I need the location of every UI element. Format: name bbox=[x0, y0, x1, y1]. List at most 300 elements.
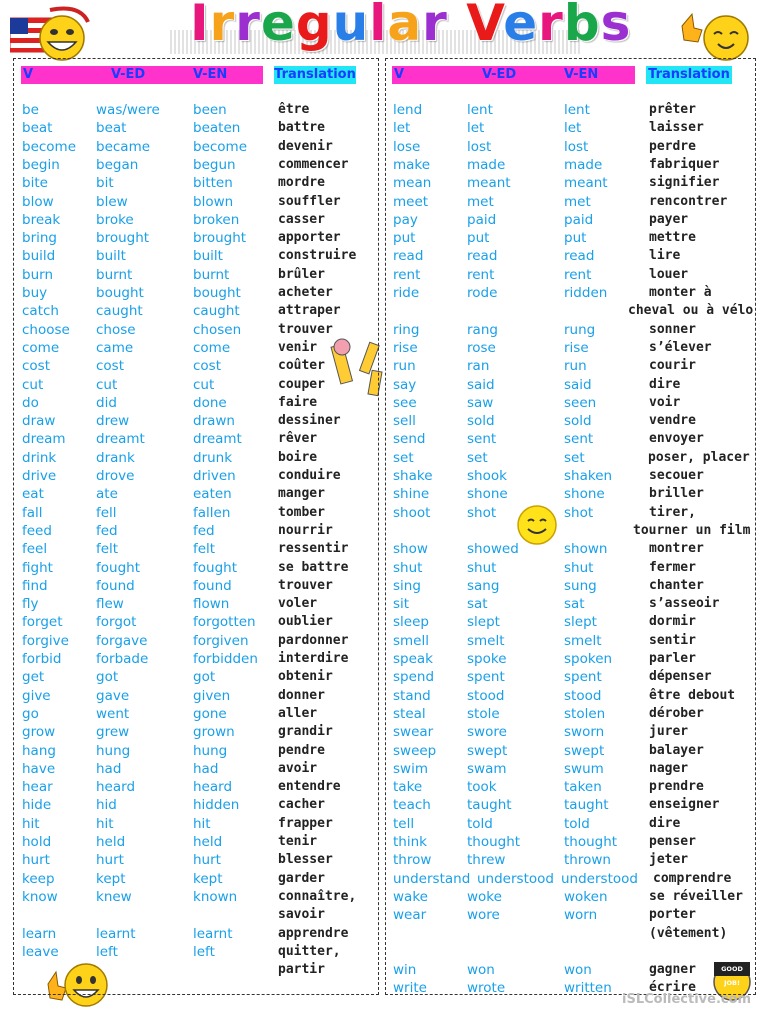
verb-participle: put bbox=[564, 230, 587, 247]
verb-base: win bbox=[393, 962, 417, 979]
verb-translation: tenir bbox=[278, 834, 318, 849]
verb-translation: dérober bbox=[649, 705, 704, 721]
verb-row bbox=[22, 833, 382, 851]
verb-past: lent bbox=[467, 102, 493, 118]
left-header-translation: Translation bbox=[274, 67, 356, 82]
verb-base: sing bbox=[393, 577, 421, 594]
verb-participle: meant bbox=[564, 175, 608, 192]
verb-base: write bbox=[393, 980, 427, 997]
verb-base: cost bbox=[22, 358, 51, 375]
verb-past: did bbox=[96, 394, 117, 411]
verb-translation: grandir bbox=[278, 724, 333, 740]
verb-past: swept bbox=[467, 742, 508, 759]
verb-base: buy bbox=[22, 285, 48, 301]
title-letter: r bbox=[538, 0, 564, 52]
verb-past: rode bbox=[467, 285, 498, 301]
verb-row bbox=[22, 540, 382, 558]
verb-participle: fallen bbox=[193, 504, 231, 521]
verb-participle: blown bbox=[193, 193, 234, 210]
verb-participle: swum bbox=[564, 760, 604, 777]
verb-row bbox=[22, 906, 382, 924]
verb-past: saw bbox=[467, 394, 494, 411]
verb-base: fly bbox=[22, 596, 39, 613]
verb-row bbox=[393, 119, 753, 137]
verb-translation: souffler bbox=[278, 193, 341, 209]
verb-participle: shone bbox=[564, 486, 605, 503]
verb-row bbox=[22, 394, 382, 412]
verb-participle: set bbox=[564, 449, 585, 466]
verb-participle: left bbox=[193, 943, 215, 960]
verb-participle: broken bbox=[193, 211, 240, 228]
thumbs-up-smiley-icon bbox=[676, 8, 756, 63]
verb-past: threw bbox=[467, 852, 506, 869]
verb-base: find bbox=[22, 577, 48, 594]
verb-past: spoke bbox=[467, 651, 507, 667]
verb-participle: swept bbox=[564, 742, 605, 759]
verb-participle: grown bbox=[193, 724, 235, 741]
verb-row bbox=[22, 522, 382, 540]
verb-base: grow bbox=[22, 724, 56, 741]
verb-past: built bbox=[96, 248, 126, 265]
verb-row bbox=[393, 815, 753, 833]
verb-base: hide bbox=[22, 797, 52, 814]
verb-past: was/were bbox=[96, 102, 160, 118]
verb-row bbox=[22, 504, 382, 522]
verb-row bbox=[393, 833, 753, 851]
verb-past: came bbox=[96, 339, 134, 356]
verb-base: hear bbox=[22, 779, 53, 796]
verb-past: hid bbox=[96, 797, 117, 814]
verb-past: blew bbox=[96, 193, 128, 210]
verb-translation: se réveiller bbox=[649, 888, 743, 904]
verb-base: cut bbox=[22, 376, 44, 393]
verb-participle: forgotten bbox=[193, 614, 256, 631]
verb-row bbox=[393, 211, 753, 229]
verb-participle: sworn bbox=[564, 724, 605, 741]
verb-past: wrote bbox=[467, 980, 506, 997]
verb-participle: seen bbox=[564, 394, 597, 411]
verb-base: shine bbox=[393, 486, 430, 503]
verb-past: slept bbox=[467, 614, 500, 631]
verb-past: bought bbox=[96, 285, 144, 301]
verb-participle: cost bbox=[193, 358, 222, 375]
verb-translation: courir bbox=[649, 358, 696, 374]
verb-translation: fermer bbox=[649, 559, 696, 575]
verb-base: drive bbox=[22, 468, 57, 484]
verb-row bbox=[22, 577, 382, 595]
verb-row bbox=[393, 430, 753, 448]
right-header-bar bbox=[392, 66, 635, 84]
verb-past: took bbox=[467, 779, 497, 796]
verb-base: become bbox=[22, 138, 77, 155]
verb-base: fight bbox=[22, 559, 53, 576]
verb-base: know bbox=[22, 888, 58, 905]
verb-row bbox=[22, 339, 382, 357]
verb-translation: porter bbox=[649, 907, 696, 923]
verb-past: shone bbox=[467, 486, 508, 503]
verb-past: taught bbox=[467, 797, 512, 814]
verb-translation: briller bbox=[649, 486, 704, 502]
verb-participle: brought bbox=[193, 230, 247, 247]
verb-row bbox=[393, 522, 753, 540]
verb-base: smell bbox=[393, 632, 429, 649]
verb-participle: sent bbox=[564, 431, 594, 448]
verb-base: bring bbox=[22, 230, 57, 247]
verb-translation: (vêtement) bbox=[649, 925, 728, 941]
verb-translation: montrer bbox=[649, 541, 704, 557]
verb-participle: taken bbox=[564, 779, 602, 796]
verb-base: blow bbox=[22, 193, 54, 210]
verb-past: set bbox=[467, 449, 488, 466]
verb-translation: monter à bbox=[649, 285, 712, 300]
title-letter: I bbox=[190, 0, 210, 52]
verb-past: stole bbox=[467, 705, 500, 722]
verb-base: bite bbox=[22, 175, 48, 192]
verb-row bbox=[393, 925, 753, 943]
title-letter: e bbox=[260, 0, 296, 52]
verb-base: make bbox=[393, 156, 431, 173]
verb-translation: acheter bbox=[278, 285, 333, 300]
verb-past: ran bbox=[467, 358, 490, 375]
verb-participle: met bbox=[564, 193, 591, 210]
verb-translation: frapper bbox=[278, 815, 333, 831]
verb-row bbox=[393, 705, 753, 723]
verb-past: thought bbox=[467, 834, 521, 850]
title-letter: s bbox=[600, 0, 632, 52]
verb-translation: enseigner bbox=[649, 797, 720, 813]
verb-participle: ridden bbox=[564, 285, 608, 301]
verb-participle: rung bbox=[564, 321, 596, 338]
title-letter: g bbox=[295, 0, 333, 52]
verb-translation: s’asseoir bbox=[649, 596, 720, 612]
verb-translation: commencer bbox=[278, 156, 349, 172]
verb-row bbox=[393, 961, 753, 979]
verb-row bbox=[22, 888, 382, 906]
verb-base: eat bbox=[22, 486, 44, 503]
verb-past: stood bbox=[467, 687, 505, 704]
verb-translation: obtenir bbox=[278, 669, 333, 685]
verb-translation: trouver bbox=[278, 321, 333, 337]
verb-base: put bbox=[393, 230, 416, 247]
verb-row bbox=[393, 668, 753, 686]
verb-translation: rencontrer bbox=[649, 193, 728, 209]
verb-past: meant bbox=[467, 175, 511, 192]
verb-base: feel bbox=[22, 541, 48, 558]
verb-row bbox=[22, 925, 382, 943]
verb-row bbox=[22, 302, 382, 320]
verb-past: grew bbox=[96, 724, 130, 741]
verb-base: show bbox=[393, 541, 428, 558]
verb-translation: trouver bbox=[278, 577, 333, 593]
verb-participle: caught bbox=[193, 303, 240, 320]
verb-translation: laisser bbox=[649, 120, 704, 136]
verb-row bbox=[22, 284, 382, 302]
verb-translation: venir bbox=[278, 339, 318, 355]
verb-base: send bbox=[393, 431, 426, 448]
verb-base: build bbox=[22, 248, 56, 265]
verb-participle: fed bbox=[193, 522, 215, 539]
verb-translation: dire bbox=[649, 376, 681, 392]
title-letter: r bbox=[235, 0, 261, 52]
verb-participle: rise bbox=[564, 339, 589, 356]
title-letter: l bbox=[369, 0, 388, 52]
verb-base: speak bbox=[393, 651, 433, 667]
verb-row bbox=[393, 174, 753, 192]
verb-participle: hidden bbox=[193, 797, 240, 814]
verb-participle: burnt bbox=[193, 266, 230, 283]
verb-past: forbade bbox=[96, 651, 149, 667]
verb-base: pay bbox=[393, 211, 418, 228]
verb-past: swam bbox=[467, 760, 507, 777]
verb-row bbox=[393, 321, 753, 339]
verb-row bbox=[393, 101, 753, 119]
verb-past: ate bbox=[96, 486, 118, 503]
verb-participle: found bbox=[193, 577, 232, 594]
verb-translation: penser bbox=[649, 834, 696, 849]
verb-base: choose bbox=[22, 321, 70, 338]
verb-row bbox=[393, 650, 753, 668]
verb-translation: tomber bbox=[278, 504, 325, 520]
verb-participle: taught bbox=[564, 797, 609, 814]
left-header-ven: V-EN bbox=[193, 67, 228, 82]
verb-past: fought bbox=[96, 559, 140, 576]
verb-base: shut bbox=[393, 559, 423, 576]
verb-row bbox=[22, 760, 382, 778]
verb-translation: quitter, bbox=[278, 943, 341, 959]
verb-base: meet bbox=[393, 193, 429, 210]
verb-participle: chosen bbox=[193, 321, 242, 338]
verb-participle: lent bbox=[564, 102, 590, 118]
verb-participle: bought bbox=[193, 285, 241, 301]
verb-base: take bbox=[393, 779, 423, 796]
verb-participle: hung bbox=[193, 742, 228, 759]
verb-past: let bbox=[467, 120, 485, 137]
right-header-translation: Translation bbox=[646, 66, 732, 84]
title-letter: e bbox=[503, 0, 539, 52]
verb-row bbox=[393, 760, 753, 778]
verb-participle: driven bbox=[193, 468, 236, 484]
verb-row bbox=[22, 156, 382, 174]
verb-row bbox=[22, 138, 382, 156]
verb-row bbox=[393, 247, 753, 265]
verb-translation: chanter bbox=[649, 577, 704, 593]
verb-translation: pardonner bbox=[278, 632, 349, 648]
verb-translation: sonner bbox=[649, 321, 696, 337]
verb-base: stand bbox=[393, 687, 431, 704]
verb-past: sang bbox=[467, 577, 500, 594]
verb-translation: s’élever bbox=[649, 339, 712, 355]
verb-translation: oublier bbox=[278, 614, 333, 630]
verb-past: held bbox=[96, 834, 126, 850]
verb-past: understood bbox=[477, 870, 554, 887]
verb-translation: lire bbox=[649, 248, 681, 264]
verb-past: heard bbox=[96, 779, 136, 796]
verb-translation: jeter bbox=[649, 852, 689, 868]
verb-translation: dépenser bbox=[649, 669, 712, 685]
verb-base: understand bbox=[393, 870, 471, 887]
verb-translation: blesser bbox=[278, 852, 333, 868]
verb-row bbox=[393, 394, 753, 412]
verb-past: showed bbox=[467, 541, 519, 558]
verb-row bbox=[22, 815, 382, 833]
title-letter: b bbox=[563, 0, 601, 52]
verb-participle: shaken bbox=[564, 468, 613, 484]
verb-row bbox=[22, 449, 382, 467]
verb-participle: thought bbox=[564, 834, 618, 850]
verb-past: rent bbox=[467, 266, 495, 283]
verb-row bbox=[393, 302, 753, 320]
verb-row bbox=[393, 632, 753, 650]
verb-row bbox=[22, 101, 382, 119]
verb-participle: forgiven bbox=[193, 632, 249, 649]
verb-past: woke bbox=[467, 888, 502, 905]
verb-base: swear bbox=[393, 724, 434, 741]
flag-smiley-icon bbox=[10, 4, 95, 66]
left-header-bar bbox=[21, 66, 263, 84]
verb-row bbox=[393, 485, 753, 503]
verb-base: break bbox=[22, 211, 61, 228]
verb-base: rise bbox=[393, 339, 418, 356]
verb-participle: drunk bbox=[193, 449, 233, 466]
verb-participle: written bbox=[564, 980, 612, 997]
title-letter: r bbox=[209, 0, 236, 52]
verb-past: hung bbox=[96, 742, 131, 759]
verb-participle: built bbox=[193, 248, 223, 265]
verb-participle: known bbox=[193, 888, 238, 905]
verb-translation: boire bbox=[278, 449, 318, 465]
verb-translation: payer bbox=[649, 211, 689, 227]
verb-translation: faire bbox=[278, 394, 318, 410]
title-letter: r bbox=[422, 0, 448, 52]
verb-past: sent bbox=[467, 431, 497, 448]
verb-participle: worn bbox=[564, 907, 598, 924]
verb-row bbox=[22, 559, 382, 577]
left-header-ved: V-ED bbox=[111, 67, 146, 82]
verb-base: leave bbox=[22, 943, 59, 960]
verb-past: went bbox=[96, 705, 130, 722]
verb-participle: kept bbox=[193, 870, 223, 887]
verb-base: sell bbox=[393, 413, 416, 430]
verb-participle: flown bbox=[193, 596, 230, 613]
verb-row bbox=[393, 376, 753, 394]
verb-past: met bbox=[467, 193, 494, 210]
verb-base: wear bbox=[393, 907, 427, 924]
verb-translation: comprendre bbox=[653, 870, 732, 886]
verb-past: said bbox=[467, 376, 495, 393]
verb-translation: mettre bbox=[649, 230, 696, 246]
verb-past: drank bbox=[96, 449, 135, 466]
verb-base: swim bbox=[393, 760, 428, 777]
verb-base: hold bbox=[22, 834, 52, 850]
verb-translation: partir bbox=[278, 962, 325, 978]
verb-translation: jurer bbox=[649, 724, 689, 740]
verb-participle: let bbox=[564, 120, 582, 137]
verb-translation: ressentir bbox=[278, 541, 349, 557]
verb-translation: secouer bbox=[649, 468, 704, 483]
verb-participle: fought bbox=[193, 559, 237, 576]
verb-past: won bbox=[467, 962, 495, 979]
verb-participle: sung bbox=[564, 577, 597, 594]
verb-past: sat bbox=[467, 596, 488, 613]
verb-translation: dessiner bbox=[278, 413, 341, 429]
verb-row bbox=[393, 577, 753, 595]
verb-past: flew bbox=[96, 596, 124, 613]
verb-row bbox=[22, 412, 382, 430]
verb-translation: nourrir bbox=[278, 522, 333, 538]
verb-row bbox=[22, 778, 382, 796]
verb-base: feed bbox=[22, 522, 52, 539]
verb-base: hit bbox=[22, 815, 40, 832]
verb-participle: cut bbox=[193, 376, 215, 393]
verb-translation: tourner un film bbox=[633, 522, 751, 538]
verb-row bbox=[393, 357, 753, 375]
verb-past: learnt bbox=[96, 925, 136, 942]
verb-past: hurt bbox=[96, 852, 124, 869]
verb-row bbox=[393, 888, 753, 906]
verb-row bbox=[393, 687, 753, 705]
verb-row bbox=[22, 193, 382, 211]
verb-past: put bbox=[467, 230, 490, 247]
verb-participle: beaten bbox=[193, 120, 241, 137]
verb-participle: felt bbox=[193, 541, 216, 558]
verb-row bbox=[393, 339, 753, 357]
verb-translation: brûler bbox=[278, 266, 325, 282]
verb-row bbox=[393, 284, 753, 302]
title-letter: u bbox=[332, 0, 370, 52]
verb-past: became bbox=[96, 138, 151, 155]
verb-past: bit bbox=[96, 175, 114, 192]
verb-row bbox=[393, 138, 753, 156]
verb-translation: connaître, bbox=[278, 888, 357, 904]
verb-translation: parler bbox=[649, 651, 696, 666]
verb-base: shoot bbox=[393, 504, 431, 521]
verb-row bbox=[22, 119, 382, 137]
verb-translation: mordre bbox=[278, 175, 325, 191]
verb-participle: dreamt bbox=[193, 431, 242, 448]
verb-participle: had bbox=[193, 760, 219, 777]
verb-translation: être debout bbox=[649, 687, 736, 703]
verb-participle: rent bbox=[564, 266, 592, 283]
verb-row bbox=[22, 430, 382, 448]
verb-base: say bbox=[393, 376, 417, 393]
verb-past: began bbox=[96, 156, 139, 173]
verb-past: got bbox=[96, 669, 119, 686]
verb-row bbox=[22, 229, 382, 247]
verb-row bbox=[22, 943, 382, 961]
verb-translation: attraper bbox=[278, 303, 341, 319]
verb-base: get bbox=[22, 669, 45, 686]
verb-translation: être bbox=[278, 102, 310, 117]
verb-base: hang bbox=[22, 742, 56, 759]
verb-base: think bbox=[393, 834, 427, 850]
footer-watermark: iSLCollective.com bbox=[622, 992, 752, 1007]
verb-base: run bbox=[393, 358, 416, 375]
verb-participle: shut bbox=[564, 559, 594, 576]
verb-past: fell bbox=[96, 504, 117, 521]
verb-row bbox=[22, 687, 382, 705]
verb-base: burn bbox=[22, 266, 53, 283]
verb-translation: coûter bbox=[278, 358, 325, 374]
verb-row bbox=[22, 742, 382, 760]
verb-past: smelt bbox=[467, 632, 505, 649]
verb-row bbox=[393, 613, 753, 631]
page-title bbox=[190, 0, 631, 52]
verb-translation: se battre bbox=[278, 559, 349, 575]
verb-participle: spent bbox=[564, 669, 602, 686]
verb-participle: sat bbox=[564, 596, 585, 613]
verb-base: give bbox=[22, 687, 51, 704]
verb-participle: given bbox=[193, 687, 231, 704]
